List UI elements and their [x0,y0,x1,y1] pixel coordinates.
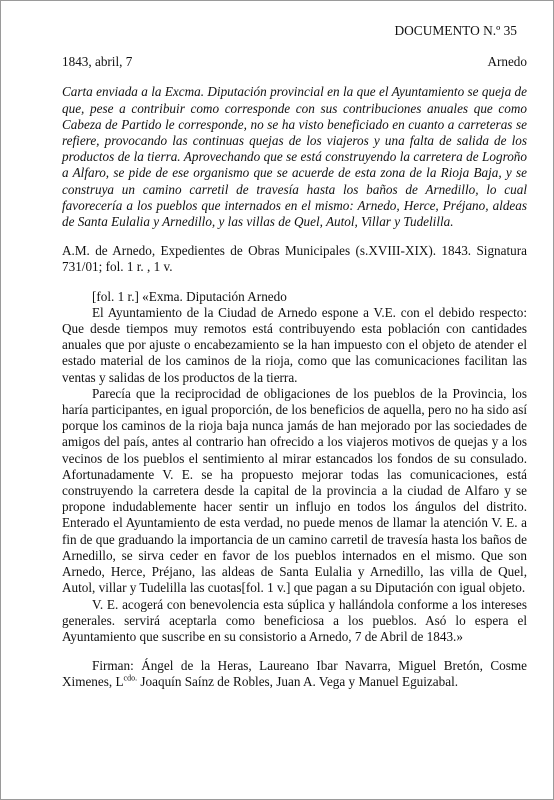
transcription-paragraph: El Ayuntamiento de la Ciudad de Arnedo espone a V.E. con el debido respecto: Que desde tiempos muy remotos está contribuyendo esta población con cantidades anuales que por ajuste o encabezamiento se la han impuesto con el objeto de atender el estado material de los caminos de la rioja, como que las comunicaciones facilitan las ventas y salidas de los productos de la tierra. [62,304,527,385]
signers-abbrev: cdo. [123,673,138,683]
signers-text: Firman: Ángel de la Heras, Laureano Ibar Navarra, Miguel Bretón, Cosme Ximenes, L [62,658,527,690]
document-title: DOCUMENTO N.º 35 [394,23,517,38]
signers-text-rest: Joaquín Saínz de Robles, Juan A. Vega y Manuel Eguizabal. [137,674,459,690]
transcription-body [62,289,527,645]
transcription-paragraph: V. E. acogerá con benevolencia esta súplica y hallándola conforme a los intereses generales. servirá aceptarla como beneficiosa a los pueblos. Asó lo espera el Ayuntamiento que suscribe en su consistorio a Arnedo, 7 de Abril de 1843.» [62,596,527,644]
signatories [62,658,527,690]
document-date: 1843, abril, 7 [62,54,133,70]
archive-reference: A.M. de Arnedo, Expedientes de Obras Municipales (s.XVIII-XIX). 1843. Signatura 731/01; fol. 1 r. , 1 v. [62,243,527,275]
folio-heading: [fol. 1 r.] «Exma. Diputación Arnedo [92,288,287,304]
transcription-paragraph: Parecía que la reciprocidad de obligaciones de los pueblos de la Provincia, los haría participantes, en igual proporción, de los beneficios de aquella, pero no ha sido así porque los caminos de la rioja baja nunca jamás de han mejorado por las sociedades de amigos del país, antes al contrario han ofrecido a los viajeros motivos de quejas y a los vecinos de los pueblos el sentimiento al mirar estancados los fondos de su consulado. Afortunadamente V. E. se ha propuesto mejorar todas las comunicaciones, está construyendo la carretera desde la capital de la provincia a la ciudad de Alfaro y se propone indudablemente hacer sentir un influjo en todos los ángulos del distrito. Enterado el Ayuntamiento de esta verdad, no puede menos de llamar la atención V. E. a fin de que graduando la importancia de un camino carretil de travesía hasta los baños de Arnedillo, se sirva ceder en favor de los pueblos internados en el mismo. Que son Arnedo, Herce, Préjano, las aldeas de Santa Eulalia y Arnedillo, las villa de Quel, Autol, villar y Tudelilla las cuotas[fol. 1 v.] que pagan a su Diputación con igual objeto. [62,385,527,596]
document-summary: Carta enviada a la Excma. Diputación provincial en la que el Ayuntamiento se queja de que, pese a contribuir como corresponde con sus contribuciones anuales que como Cabeza de Partido le corresponde, no se ha visto beneficiado en cuanto a carreteras se refiere, provocando las continuas quejas de los viajeros y una falta de salida de los productos de la tierra. Aprovechando que se está construyendo la carretera de Logroño a Alfaro, se pide de ese organismo que se acuerde de esta zona de la Rioja Baja, y se construya un camino carretil de travesía hasta los baños de Arnedillo, lo cual favorecería a los pueblos que internados en el mismo: Arnedo, Herce, Préjano, aldeas de Santa Eulalia y Arnedillo, y las villas de Quel, Autol, Villar y Tudelilla. [62,84,527,230]
dateline [62,54,527,70]
document-place: Arnedo [487,54,527,70]
